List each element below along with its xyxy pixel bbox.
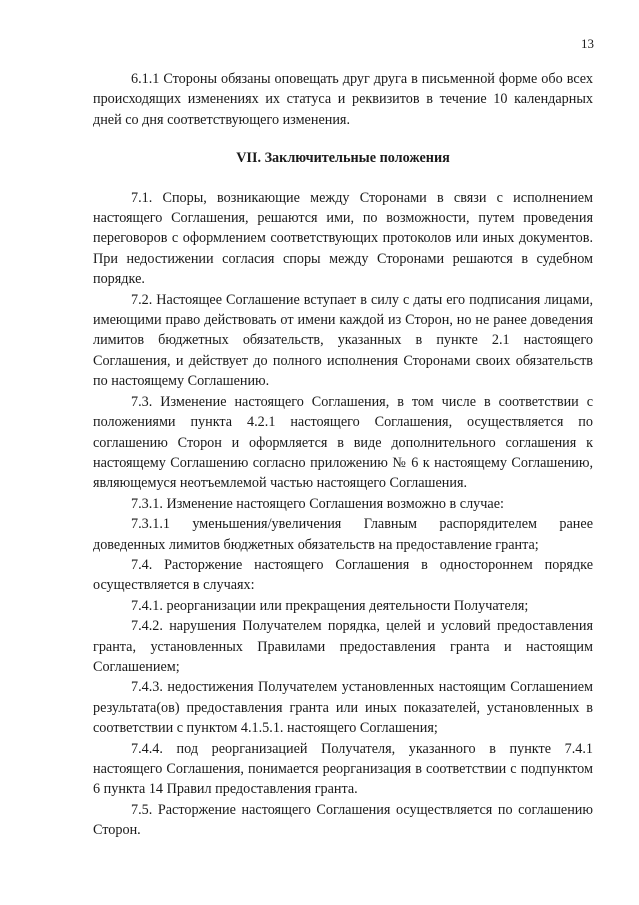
paragraph-7-4-1: 7.4.1. реорганизации или прекращения деятельности Получателя; xyxy=(131,597,529,614)
paragraph-7-3: 7.3. Изменение настоящего Соглашения, в том числе в соответствии с положениями пункта 4.2.1 настоящего Соглашения, осуществляется по соглашению Сторон и оформляется в виде дополнительного соглашения к настоящему Соглашению согласно приложению № 6 к настоящему Соглашению, являющемуся неотъемлемой частью настоящего Соглашения. xyxy=(93,393,593,492)
paragraph-7-1: 7.1. Споры, возникающие между Сторонами в связи с исполнением настоящего Соглашения, решаются ими, по возможности, путем проведения переговоров с оформлением соответствующих протоколов или иных документов. При недостижении согласия споры между Сторонами решаются в судебном порядке. xyxy=(93,189,593,288)
paragraph-7-4-2: 7.4.2. нарушения Получателем порядка, целей и условий предоставления гранта, установленных Правилами предоставления гранта и настоящим Соглашением; xyxy=(93,618,593,675)
paragraph-7-5: 7.5. Расторжение настоящего Соглашения осуществляется по соглашению Сторон. xyxy=(93,801,593,839)
paragraph-6-1-1: 6.1.1 Стороны обязаны оповещать друг друга в письменной форме обо всех происходящих изменениях их статуса и реквизитов в течение 10 календарных дней со дня соответствующего изменения. xyxy=(93,71,593,128)
document-body xyxy=(93,69,593,841)
section-heading-7: VII. Заключительные положения xyxy=(236,150,450,167)
paragraph-7-3-1-1: 7.3.1.1 уменьшения/увеличения Главным распорядителем ранее доведенных лимитов бюджетных обязательств на предоставление гранта; xyxy=(93,516,593,553)
paragraph-7-4: 7.4. Расторжение настоящего Соглашения в одностороннем порядке осуществляется в случаях: xyxy=(93,556,593,594)
paragraph-7-3-1: 7.3.1. Изменение настоящего Соглашения возможно в случае: xyxy=(131,495,504,512)
page-number: 13 xyxy=(581,36,594,51)
paragraph-7-4-4: 7.4.4. под реорганизацией Получателя, указанного в пункте 7.4.1 настоящего Соглашения, понимается реорганизация в соответствии с подпунктом 6 пункта 14 Правил предоставления гранта. xyxy=(93,740,593,798)
paragraph-7-2: 7.2. Настоящее Соглашение вступает в силу с даты его подписания лицами, имеющими право действовать от имени каждой из Сторон, но не ранее доведения лимитов бюджетных обязательств, указанных в пункте 2.1 настоящего Соглашения, и действует до полного исполнения Сторонами своих обязательств по настоящему Соглашению. xyxy=(93,291,593,390)
paragraph-7-4-3: 7.4.3. недостижения Получателем установленных настоящим Соглашением результата(ов) предоставления гранта или иных показателей, установленных в соответствии с пунктом 4.1.5.1. настоящего Соглашения; xyxy=(93,679,593,737)
